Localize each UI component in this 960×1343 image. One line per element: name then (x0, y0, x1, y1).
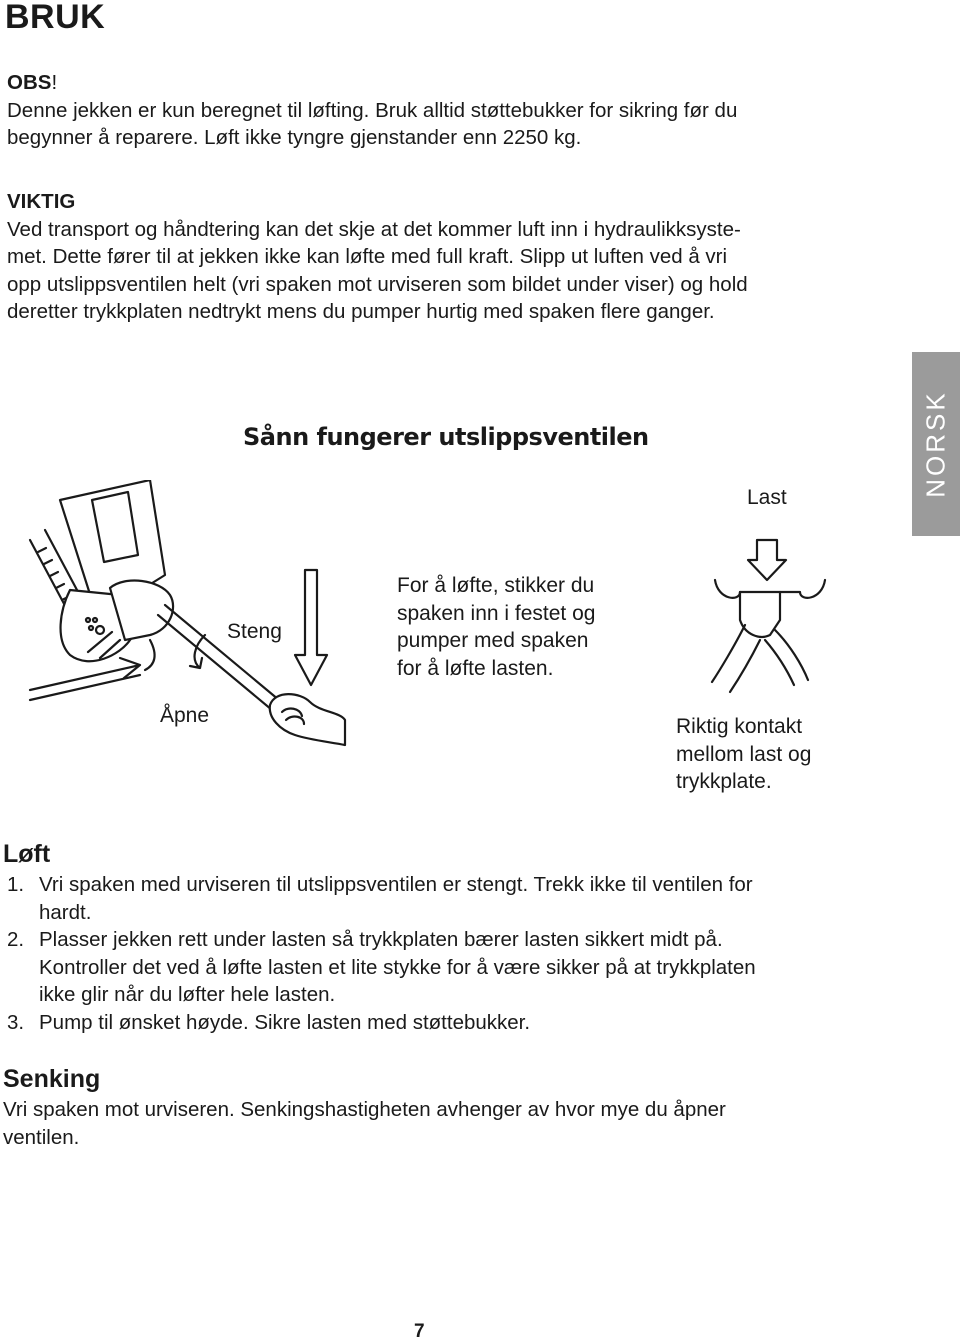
list-item-line: Pump til ønsket høyde. Sikre lasten med støttebukker. (39, 1010, 531, 1034)
diagram-label-last: Last (747, 486, 787, 509)
senking-body (3, 1096, 726, 1151)
obs-line-1: Denne jekken er kun beregnet til løfting. Bruk alltid støttebukker for sikring før du (7, 98, 738, 122)
diagram-caption-line: Riktig kontakt (676, 715, 803, 738)
load-contact-drawing (712, 540, 825, 692)
diagram-instruction-line: For å løfte, stikker du (397, 574, 595, 597)
obs-line-2: begynner å reparere. Løft ikke tyngre gjenstander enn 2250 kg. (7, 126, 582, 149)
language-side-tab-label: NORSK (920, 390, 951, 498)
viktig-label: VIKTIG (7, 190, 76, 213)
diagram-instruction-line: spaken inn i festet og (397, 601, 596, 625)
page-number: 7 (414, 1321, 425, 1342)
obs-block (7, 69, 737, 152)
diagram-label-apne: Åpne (160, 704, 210, 727)
diagram-label-steng: Steng (227, 620, 282, 643)
list-item-number: 1. (7, 873, 25, 896)
obs-exclamation: ! (51, 71, 58, 94)
downward-arrow-icon (295, 570, 327, 685)
senking-line-1: Vri spaken mot urviseren. Senkingshastigheten avhenger av hvor mye du åpner (3, 1098, 726, 1121)
viktig-line-3: opp utslippsventilen helt (vri spaken mot urviseren som bildet under viser) og hold (7, 272, 748, 296)
diagram-instruction (397, 572, 595, 682)
obs-heading (7, 69, 737, 97)
loft-list (7, 871, 887, 1036)
language-side-tab (912, 352, 960, 536)
list-item-line: Kontroller det ved å løfte lasten et lite stykke for å være sikker på at trykkplaten (39, 955, 756, 979)
viktig-line-4: deretter trykkplaten nedtrykt mens du pumper hurtig med spaken flere ganger. (7, 300, 715, 323)
diagram-title: Sånn fungerer utslippsventilen (243, 423, 649, 451)
senking-heading: Senking (3, 1065, 101, 1093)
list-item-line: hardt. (39, 900, 92, 924)
diagram-caption-line: trykkplate. (676, 770, 772, 793)
list-item-line: ikke glir når du løfter hele lasten. (39, 983, 336, 1006)
diagram-caption-line: mellom last og (676, 742, 812, 766)
jack-body-drawing (30, 480, 173, 700)
list-item-number: 3. (7, 1010, 25, 1034)
page-title: BRUK (5, 0, 106, 36)
diagram-instruction-line: pumper med spaken (397, 629, 589, 652)
loft-list-item-2 (7, 926, 887, 1009)
viktig-block (7, 188, 748, 326)
list-item-line: Plasser jekken rett under lasten så trykkplaten bærer lasten sikkert midt på. (39, 928, 723, 951)
list-item-line: Vri spaken med urviseren til utslippsventilen er stengt. Trekk ikke til ventilen for (39, 873, 753, 896)
list-item-number: 2. (7, 928, 25, 951)
diagram-instruction-line: for å løfte lasten. (397, 656, 554, 680)
senking-line-2: ventilen. (3, 1125, 80, 1149)
viktig-line-2: met. Dette fører til at jekken ikke kan løfte med full kraft. Slipp ut luften ved å vri (7, 245, 728, 268)
viktig-line-1: Ved transport og håndtering kan det skje at det kommer luft inn i hydraulikksyste- (7, 217, 741, 241)
obs-label: OBS (7, 71, 52, 94)
loft-list-item-3 (7, 1009, 887, 1037)
loft-list-item-1 (7, 871, 887, 926)
loft-heading: Løft (3, 840, 51, 868)
diagram-caption (676, 713, 811, 796)
